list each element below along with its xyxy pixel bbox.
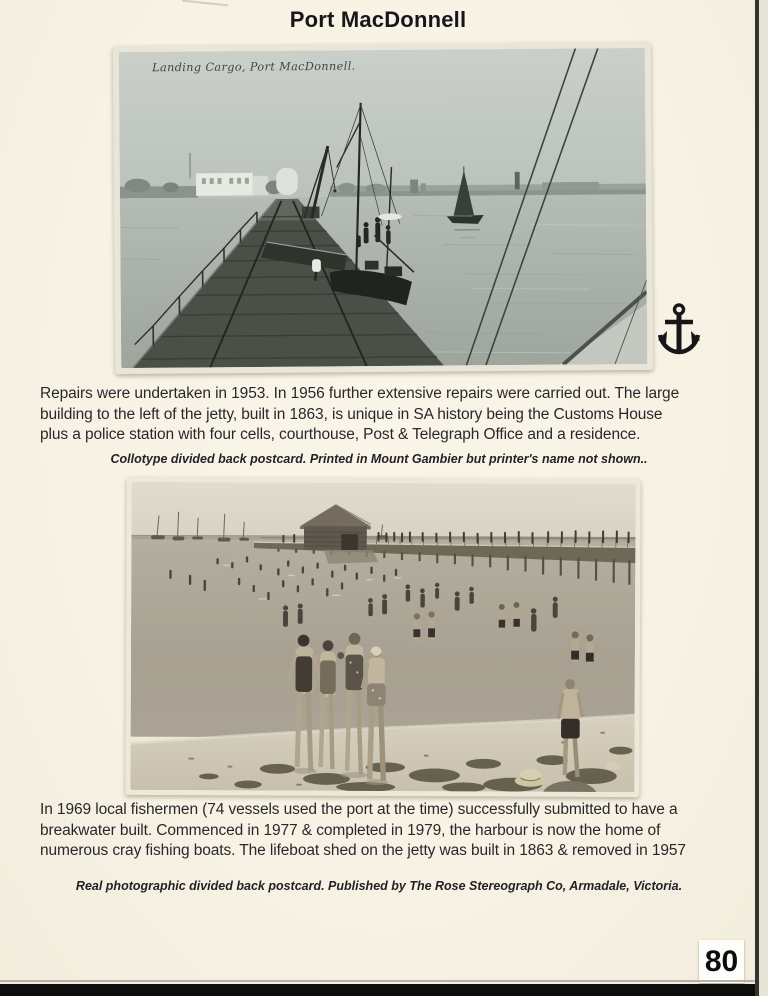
text-line: Repairs were undertaken in 1953. In 1956 further extensive repairs were carried out. The large [40, 385, 680, 402]
text-line: plus a police station with four cells, courthouse, Post & Telegraph Office and a residence. [40, 426, 641, 443]
postcard-bottom-note: Real photographic divided back postcard. Published by The Rose Stereograph Co, Armadale, Victoria. [75, 879, 683, 893]
scan-artifact [182, 0, 228, 6]
page-title: Port MacDonnell [289, 7, 467, 32]
scan-edge-bottom-line [0, 980, 768, 982]
postcard-top-description [40, 384, 679, 446]
scan-edge-right-light [759, 0, 768, 996]
text-line: breakwater built. Commenced in 1977 & completed in 1979, the harbour is now the home of [40, 821, 661, 839]
scan-edge-right [755, 0, 759, 996]
scan-edge-bottom [0, 984, 768, 996]
text-line: numerous cray fishing boats. The lifeboat shed on the jetty was built in 1863 & removed in 1957 [40, 842, 686, 859]
text-line: In 1969 local fishermen (74 vessels used the port at the time) successfully submitted to have a [40, 801, 678, 818]
postcard-photo-jetty [113, 42, 654, 374]
postcard-photo-caption: Landing Cargo, Port MacDonnell. [152, 59, 356, 75]
jetty-postcard-illustration [119, 48, 647, 368]
postcard-bottom-description [40, 800, 686, 862]
anchor-icon [656, 302, 702, 358]
postcard-photo-beach [125, 477, 640, 797]
beach-postcard-illustration [130, 482, 635, 792]
text-line: building to the left of the jetty, built in 1863, is unique in SA history being the Customs House [40, 405, 663, 423]
page-number-label: 80 [699, 940, 744, 983]
postcard-top-note: Collotype divided back postcard. Printed in Mount Gambier but printer's name not shown.. [110, 452, 648, 466]
